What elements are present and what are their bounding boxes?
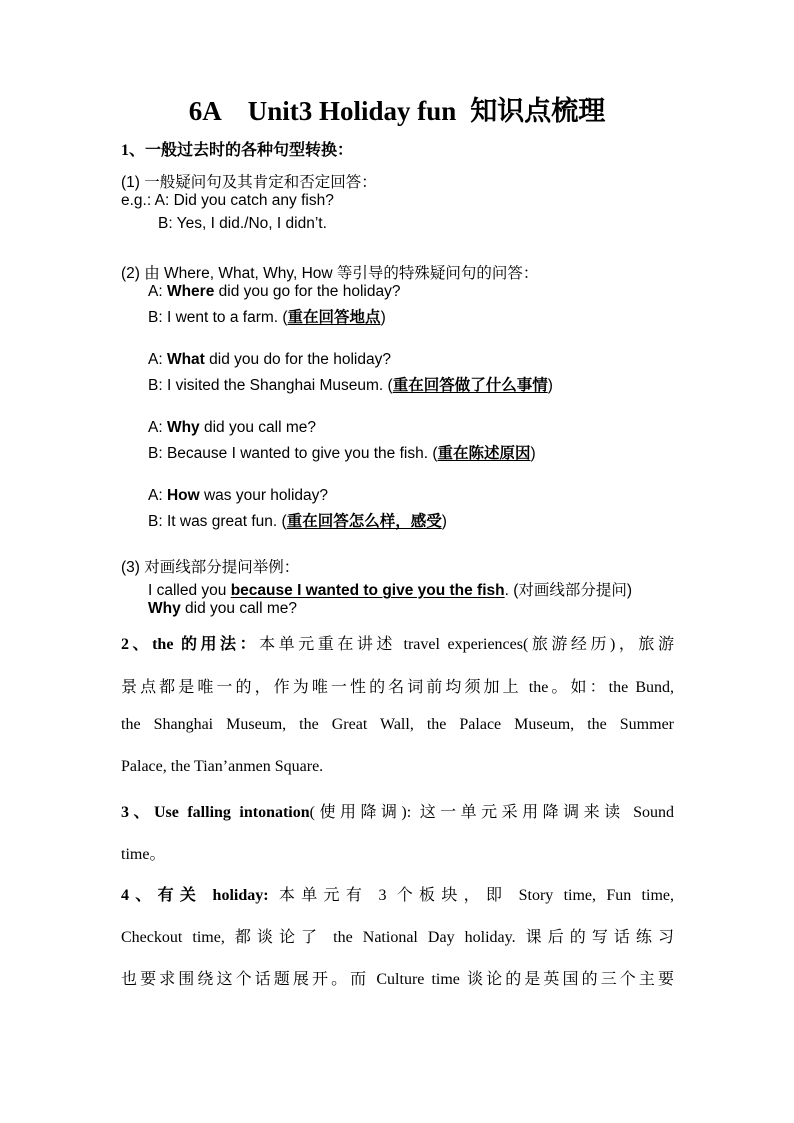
answer-note: 重在回答做了什么事情 [392, 377, 548, 394]
section2-line-1: 2、the 的用法：本单元重在讲述 travel experiences(旅游经历)，旅游 [121, 636, 674, 653]
section2-line-3: the Shanghai Museum, the Great Wall, the Palace Museum, the Summer [121, 716, 674, 733]
section2-line-4: Palace, the Tian’anmen Square. [121, 758, 324, 775]
answer-note: 重在回答怎么样，感受 [286, 513, 442, 530]
qa-question-how: A: How was your holiday? [148, 487, 329, 504]
section3-line-2: time。 [121, 846, 166, 863]
qa-question-what: A: What did you do for the holiday? [148, 351, 391, 368]
qa-answer-where: B: I went to a farm. (重在回答地点) [148, 309, 386, 326]
title-unit-code: 6A [188, 96, 222, 126]
sub3-label: (3) 对画线部分提问举例： [121, 559, 300, 576]
title-unit-name: Unit3 Holiday fun [247, 96, 457, 126]
title-subtitle: 知识点梳理 [470, 96, 606, 126]
page-title [0, 89, 794, 128]
section3-line-1: 3、Use falling intonation(使用降调): 这一单元采用降调来读 Sound [121, 804, 674, 821]
underlined-part: because I wanted to give you the fish [230, 582, 505, 599]
sub3-answer: Why did you call me? [148, 600, 298, 617]
sub2-label: (2) 由 Where, What, Why, How 等引导的特殊疑问句的问答： [121, 265, 539, 282]
qa-answer-why: B: Because I wanted to give you the fish. (重在陈述原因) [148, 445, 536, 462]
section3-heading: 3、Use falling intonation [121, 804, 310, 821]
section4-line-3: 也要求围绕这个话题展开。而 Culture time 谈论的是英国的三个主要 [121, 971, 674, 988]
sub1-example-a: e.g.: A: Did you catch any fish? [121, 192, 334, 209]
sub1-example-b: B: Yes, I did./No, I didn’t. [158, 215, 327, 232]
sub3-sentence: I called you because I wanted to give you the fish. (对画线部分提问) [148, 582, 633, 599]
sub1-label: (1) 一般疑问句及其肯定和否定回答： [121, 174, 377, 191]
qa-answer-how: B: It was great fun. (重在回答怎么样，感受) [148, 513, 447, 530]
section4-line-2: Checkout time, 都谈论了 the National Day holiday. 课后的写话练习 [121, 929, 674, 946]
answer-note: 重在回答地点 [287, 309, 381, 326]
qa-answer-what: B: I visited the Shanghai Museum. (重在回答做了什么事情) [148, 377, 553, 394]
qa-question-where: A: Where did you go for the holiday? [148, 283, 401, 300]
qa-question-why: A: Why did you call me? [148, 419, 316, 436]
section4-line-1: 4、有关 holiday: 本单元有 3 个板块，即 Story time, Fun time, [121, 887, 674, 904]
section2-heading: 2、the 的用法： [121, 636, 260, 653]
section2-line-2: 景点都是唯一的，作为唯一性的名词前均须加上 the。如：the Bund, [121, 679, 674, 696]
section1-heading: 1、一般过去时的各种句型转换： [121, 142, 354, 159]
section4-heading: 4、有关 holiday: [121, 887, 269, 904]
answer-note: 重在陈述原因 [437, 445, 531, 462]
